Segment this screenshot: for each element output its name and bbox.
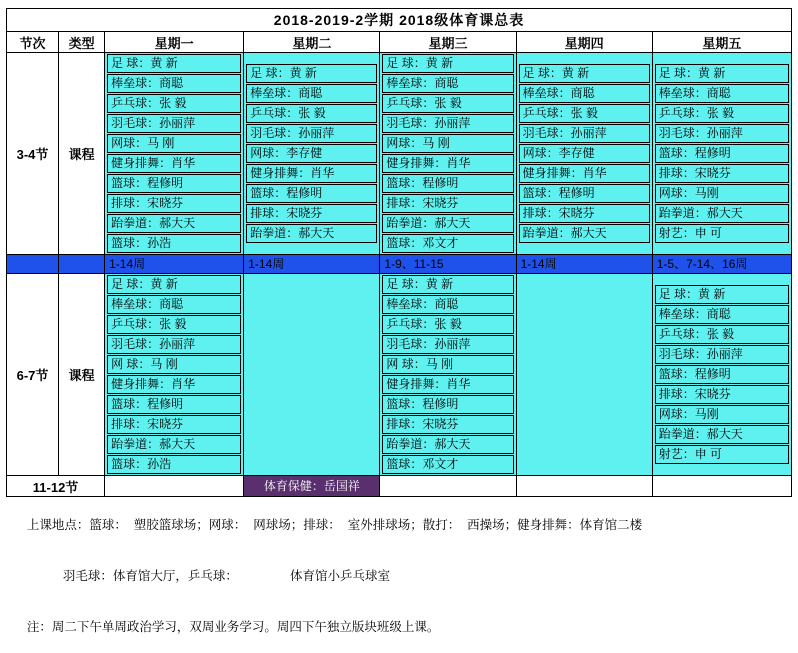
course-item: 乒乓球：张 毅 (107, 94, 241, 113)
weeks-spacer-period (7, 255, 59, 274)
table-row (7, 476, 792, 497)
header-monday: 星期一 (105, 32, 244, 53)
course-item: 跆拳道：郝大天 (246, 224, 377, 243)
course-item: 足 球：黄 新 (246, 64, 377, 83)
cell-thu-1112 (516, 476, 652, 497)
weeks-mon (105, 255, 244, 274)
header-thursday: 星期四 (516, 32, 652, 53)
course-item: 健身排舞：肖华 (107, 375, 241, 394)
course-item: 乒乓球：张 毅 (246, 104, 377, 123)
course-item: 羽毛球：孙丽萍 (655, 124, 789, 143)
course-item: 健身排舞：肖华 (246, 164, 377, 183)
course-item: 羽毛球：孙丽萍 (382, 335, 513, 354)
course-item: 篮球：程修明 (107, 395, 241, 414)
cell-fri-67 (652, 274, 791, 476)
course-item: 排球：宋晓芬 (382, 415, 513, 434)
cell-thu-67 (516, 274, 652, 476)
course-item: 羽毛球：孙丽萍 (655, 345, 789, 364)
cell-thu-34 (516, 53, 652, 255)
course-list-wed-34 (380, 54, 515, 253)
notes-block (6, 500, 792, 653)
course-item: 棒垒球：商聪 (382, 295, 513, 314)
course-item: 跆拳道：郝大天 (382, 435, 513, 454)
cell-tue-67 (244, 274, 380, 476)
notes-line-2 (6, 551, 792, 602)
course-item: 排球：宋晓芬 (107, 194, 241, 213)
course-item: 网球：马 刚 (107, 134, 241, 153)
cell-wed-1112 (380, 476, 516, 497)
course-item: 跆拳道：郝大天 (519, 224, 650, 243)
course-list-mon-67 (105, 275, 243, 474)
course-item: 排球：宋晓芬 (246, 204, 377, 223)
course-item: 棒垒球：商聪 (107, 295, 241, 314)
course-list-wed-67 (380, 275, 515, 474)
course-item: 羽毛球：孙丽萍 (246, 124, 377, 143)
course-item: 健身排舞：肖华 (107, 154, 241, 173)
weeks-tue-text: 1-14周 (248, 257, 285, 271)
schedule-table (6, 8, 792, 497)
header-row (7, 32, 792, 53)
course-item: 羽毛球：孙丽萍 (382, 114, 513, 133)
cell-fri-1112 (652, 476, 791, 497)
course-item: 排球：宋晓芬 (382, 194, 513, 213)
course-item: 乒乓球：张 毅 (655, 104, 789, 123)
notes-line-1-text: 篮球： 塑胶篮球场；网球： 网球场；排球： 室外排球场；散打： 西操场；健身排舞：体育馆二楼 (89, 518, 643, 532)
course-item: 足 球：黄 新 (382, 275, 513, 294)
course-item: 网 球：马 刚 (382, 355, 513, 374)
course-item: 健身排舞：肖华 (519, 164, 650, 183)
course-item: 棒垒球：商聪 (107, 74, 241, 93)
course-item: 乒乓球：张 毅 (382, 94, 513, 113)
course-item: 网 球：马 刚 (107, 355, 241, 374)
notes-line-3-label: 注： (26, 620, 52, 634)
title-row (7, 9, 792, 32)
table-row (7, 53, 792, 255)
course-item: 足 球：黄 新 (519, 64, 650, 83)
course-item: 排球：宋晓芬 (655, 164, 789, 183)
header-friday: 星期五 (652, 32, 791, 53)
notes-line-3 (6, 602, 792, 653)
course-item: 篮球：程修明 (519, 184, 650, 203)
weeks-wed-text: 1-9、11-15 (384, 257, 444, 271)
course-item: 乒乓球：张 毅 (107, 315, 241, 334)
course-item: 篮球：程修明 (246, 184, 377, 203)
course-item: 网球：李存健 (246, 144, 377, 163)
type-label-67: 课程 (59, 274, 105, 476)
weeks-row (7, 255, 792, 274)
course-item: 乒乓球：张 毅 (382, 315, 513, 334)
notes-line-1-label: 上课地点： (26, 518, 90, 532)
course-item: 足 球：黄 新 (655, 64, 789, 83)
course-item: 篮球：邓文才 (382, 455, 513, 474)
weeks-spacer-type (59, 255, 105, 274)
cell-wed-67 (380, 274, 516, 476)
course-item: 健身排舞：肖华 (382, 375, 513, 394)
course-item: 网球：马刚 (655, 184, 789, 203)
course-item: 乒乓球：张 毅 (655, 325, 789, 344)
course-item: 棒垒球：商聪 (655, 305, 789, 324)
course-item: 篮球：邓文才 (382, 234, 513, 253)
weeks-thu-text: 1-14周 (520, 257, 557, 271)
header-wednesday: 星期三 (380, 32, 516, 53)
header-type: 类型 (59, 32, 105, 53)
course-item: 足 球：黄 新 (382, 54, 513, 73)
course-item: 跆拳道：郝大天 (655, 204, 789, 223)
cell-wed-34 (380, 53, 516, 255)
course-item: 篮球：孙浩 (107, 234, 241, 253)
table-row (7, 274, 792, 476)
header-tuesday: 星期二 (244, 32, 380, 53)
course-item: 跆拳道：郝大天 (107, 435, 241, 454)
course-item: 羽毛球：孙丽萍 (519, 124, 650, 143)
course-item: 乒乓球：张 毅 (519, 104, 650, 123)
course-item: 篮球：程修明 (655, 365, 789, 384)
period-label-34: 3-4节 (7, 53, 59, 255)
notes-line-2-text: 羽毛球：体育馆大厅，乒乓球： 体育馆小乒乓球室 (62, 569, 390, 583)
weeks-thu (516, 255, 652, 274)
cell-mon-34 (105, 53, 244, 255)
weeks-fri (652, 255, 791, 274)
course-item: 篮球：程修明 (107, 174, 241, 193)
course-item: 棒垒球：商聪 (519, 84, 650, 103)
weeks-mon-text: 1-14周 (109, 257, 146, 271)
course-item: 排球：宋晓芬 (107, 415, 241, 434)
course-item: 网球：马刚 (655, 405, 789, 424)
course-item: 羽毛球：孙丽萍 (107, 114, 241, 133)
header-period: 节次 (7, 32, 59, 53)
course-item: 排球：宋晓芬 (519, 204, 650, 223)
course-item: 射艺：申 可 (655, 445, 789, 464)
course-item: 网球：马 刚 (382, 134, 513, 153)
period-label-1112: 11-12节 (7, 476, 105, 497)
weeks-tue (244, 255, 380, 274)
course-item: 跆拳道：郝大天 (382, 214, 513, 233)
course-list-tue-34 (244, 64, 379, 243)
course-item: 棒垒球：商聪 (246, 84, 377, 103)
course-item: 棒垒球：商聪 (382, 74, 513, 93)
cell-fri-34 (652, 53, 791, 255)
course-item: 足 球：黄 新 (107, 275, 241, 294)
notes-line-3-text: 周二下午单周政治学习，双周业务学习。周四下午独立版块班级上课。 (51, 620, 440, 634)
course-item: 射艺：申 可 (655, 224, 789, 243)
course-item: 篮球：孙浩 (107, 455, 241, 474)
course-item: 跆拳道：郝大天 (655, 425, 789, 444)
cell-mon-67 (105, 274, 244, 476)
course-item: 篮球：程修明 (382, 174, 513, 193)
course-item: 跆拳道：郝大天 (107, 214, 241, 233)
period-label-67: 6-7节 (7, 274, 59, 476)
notes-line-1 (6, 500, 792, 551)
course-item: 足 球：黄 新 (107, 54, 241, 73)
cell-tue-1112: 体育保健：岳国祥 (244, 476, 380, 497)
course-item: 篮球：程修明 (655, 144, 789, 163)
course-item: 羽毛球：孙丽萍 (107, 335, 241, 354)
weeks-wed (380, 255, 516, 274)
cell-tue-34 (244, 53, 380, 255)
course-list-thu-34 (517, 64, 652, 243)
course-item: 健身排舞：肖华 (382, 154, 513, 173)
cell-mon-1112 (105, 476, 244, 497)
page-title: 2018-2019-2学期 2018级体育课总表 (7, 9, 792, 32)
course-item: 网球：李存健 (519, 144, 650, 163)
type-label-34: 课程 (59, 53, 105, 255)
course-item: 排球：宋晓芬 (655, 385, 789, 404)
course-item: 篮球：程修明 (382, 395, 513, 414)
course-item: 足 球：黄 新 (655, 285, 789, 304)
course-item: 棒垒球：商聪 (655, 84, 789, 103)
course-list-fri-67 (653, 285, 791, 464)
course-list-fri-34 (653, 64, 791, 243)
course-list-mon-34 (105, 54, 243, 253)
weeks-fri-text: 1-5、7-14、16周 (656, 257, 748, 271)
